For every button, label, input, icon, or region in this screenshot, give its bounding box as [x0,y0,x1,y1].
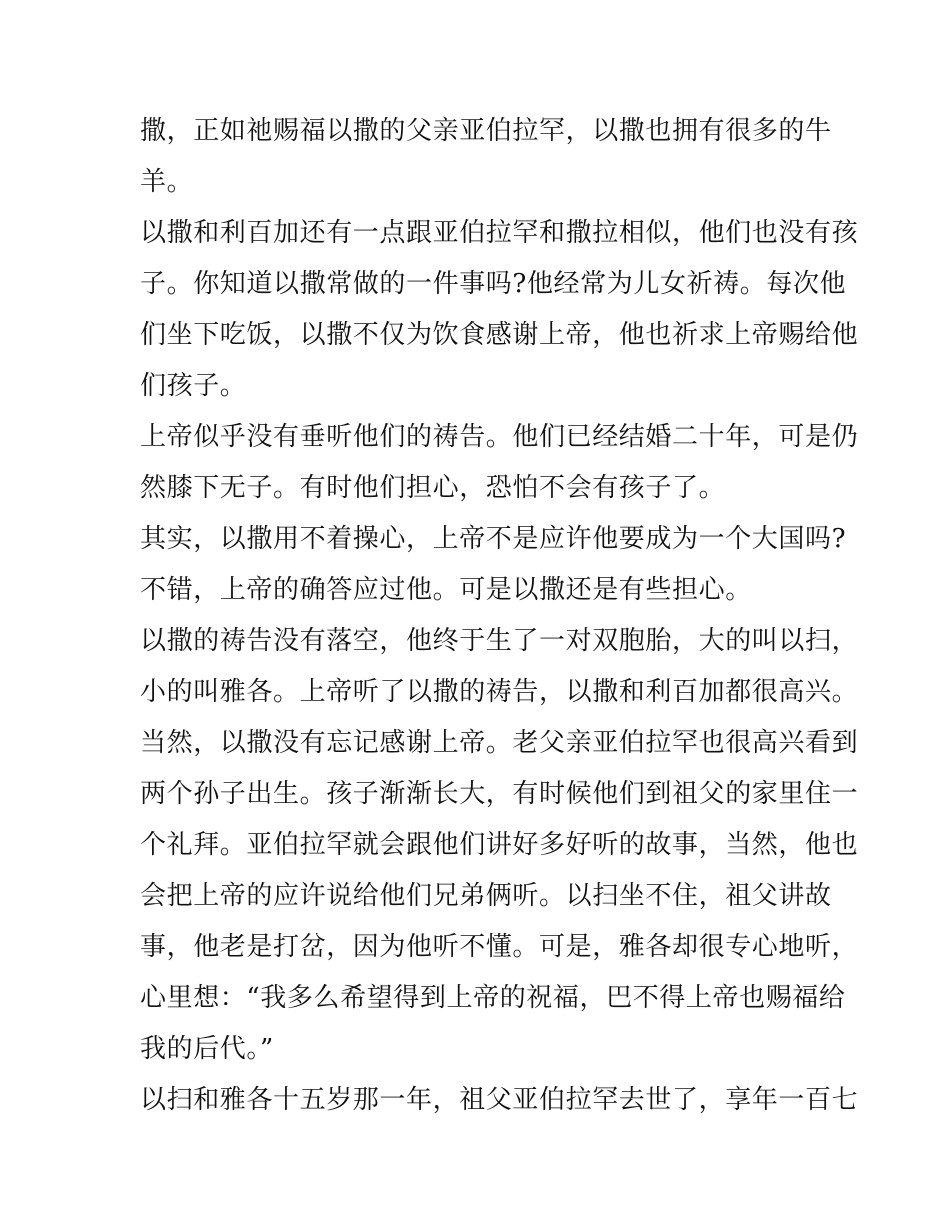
text-line: 撒，正如祂赐福以撒的父亲亚伯拉罕，以撒也拥有很多的牛 [140,116,832,146]
text-line: 羊。 [140,167,194,197]
text-line: 我的后代。” [140,1034,274,1064]
text-line: 以撒的祷告没有落空，他终于生了一对双胞胎，大的叫以扫， [140,626,859,656]
text-line: 两个孙子出生。孩子渐渐长大，有时候他们到祖父的家里住一 [140,779,859,809]
text-line: 心里想：“我多么希望得到上帝的祝福，巴不得上帝也赐福给 [140,983,846,1013]
text-line: 会把上帝的应许说给他们兄弟俩听。以扫坐不住，祖父讲故 [140,881,832,911]
text-line: 们坐下吃饭，以撒不仅为饮食感谢上帝，他也祈求上帝赐给他 [140,320,859,350]
text-line: 们孩子。 [140,371,247,401]
text-line: 以撒和利百加还有一点跟亚伯拉罕和撒拉相似，他们也没有孩 [140,218,859,248]
body-text [140,106,859,1126]
text-line: 小的叫雅各。上帝听了以撒的祷告，以撒和利百加都很高兴。 [140,677,859,707]
text-line: 其实，以撒用不着操心，上帝不是应许他要成为一个大国吗? [140,524,847,554]
text-line: 不错，上帝的确答应过他。可是以撒还是有些担心。 [140,575,752,605]
text-line: 以扫和雅各十五岁那一年，祖父亚伯拉罕去世了，享年一百七 [140,1085,859,1115]
text-line: 事，他老是打岔，因为他听不懂。可是，雅各却很专心地听， [140,932,859,962]
text-line: 上帝似乎没有垂听他们的祷告。他们已经结婚二十年，可是仍 [140,422,859,452]
text-line: 子。你知道以撒常做的一件事吗?他经常为儿女祈祷。每次他 [140,269,847,299]
text-line: 然膝下无子。有时他们担心，恐怕不会有孩子了。 [140,473,726,503]
text-line: 当然，以撒没有忘记感谢上帝。老父亲亚伯拉罕也很高兴看到 [140,728,859,758]
text-line: 个礼拜。亚伯拉罕就会跟他们讲好多好听的故事，当然，他也 [140,830,859,860]
